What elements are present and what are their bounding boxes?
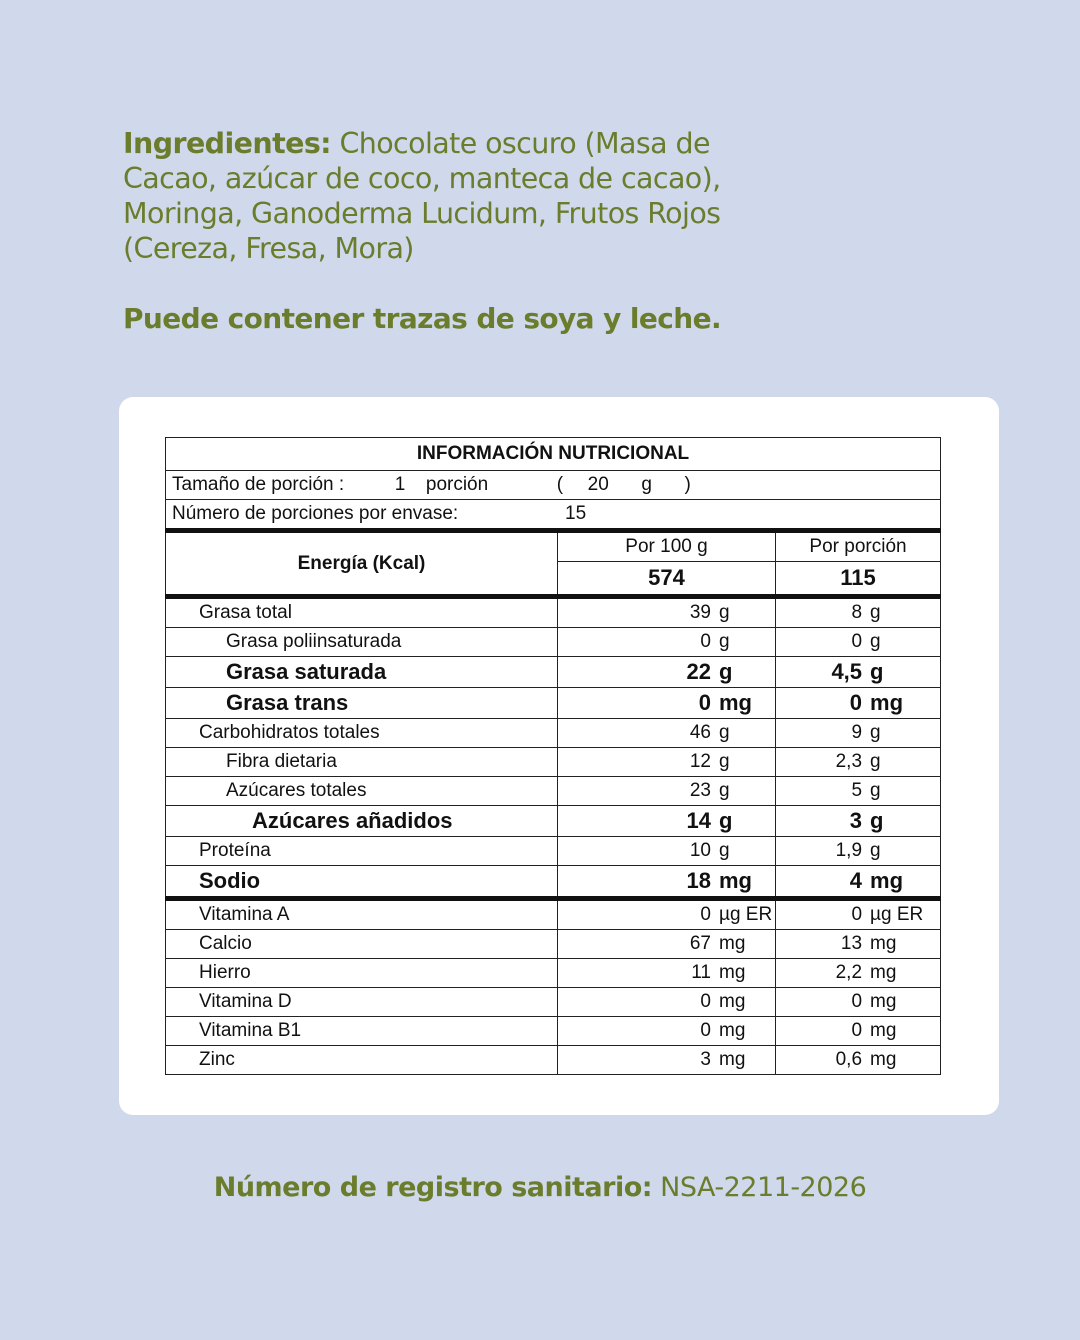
nutrient-label: Calcio (166, 930, 558, 959)
value-per-serving: 8 (851, 602, 863, 623)
serving-size-open-paren: ( (556, 474, 564, 495)
unit-per-serving: µg ER (870, 904, 924, 925)
allergen-traces-note: Puede contener trazas de soya y leche. (123, 302, 722, 335)
table-row (166, 988, 941, 1017)
unit-per-serving: g (870, 780, 881, 801)
table-row (166, 657, 941, 688)
value-per-serving: 0 (851, 1020, 863, 1041)
unit-per-serving: mg (870, 962, 897, 983)
table-row (166, 1046, 941, 1075)
energy-per-100g: 574 (558, 562, 776, 597)
unit-per-100g: mg (719, 1049, 746, 1070)
unit-per-serving: g (870, 602, 881, 623)
serving-size-unit: porción (425, 474, 489, 495)
value-per-serving: 0 (851, 631, 863, 652)
nutrient-label: Grasa poliinsaturada (166, 628, 558, 657)
value-per-serving: 2,3 (835, 751, 863, 772)
nutrient-label: Azúcares totales (166, 777, 558, 806)
serving-size-qty: 1 (394, 474, 406, 495)
nutrient-label: Vitamina A (166, 899, 558, 930)
nutrient-label: Azúcares añadidos (166, 806, 558, 837)
value-per-100g: 10 (689, 840, 711, 861)
table-row (166, 930, 941, 959)
nutrient-label: Sodio (166, 866, 558, 899)
table-row (166, 1017, 941, 1046)
nutrition-title: INFORMACIÓN NUTRICIONAL (166, 438, 941, 471)
ingredients-text (123, 126, 803, 266)
unit-per-serving: mg (870, 991, 897, 1012)
value-per-serving: 0,6 (835, 1049, 863, 1070)
table-row (166, 719, 941, 748)
table-row (166, 959, 941, 988)
table-row (166, 628, 941, 657)
unit-per-serving: g (870, 722, 881, 743)
value-per-serving: 2,2 (835, 962, 863, 983)
value-per-serving: 0 (851, 991, 863, 1012)
nutrient-label: Grasa saturada (166, 657, 558, 688)
value-per-serving: 0 (851, 904, 863, 925)
ingredients-label: Ingredientes: (123, 127, 331, 160)
nutrient-label: Hierro (166, 959, 558, 988)
serving-size-grams: 20 (587, 474, 609, 495)
unit-per-serving: mg (870, 690, 904, 715)
serving-size-row (166, 471, 941, 500)
unit-per-100g: g (719, 602, 730, 623)
unit-per-serving: g (870, 808, 884, 833)
unit-per-100g: g (719, 840, 730, 861)
unit-per-100g: mg (719, 962, 746, 983)
sanitary-registry (0, 1172, 1080, 1203)
value-per-100g: 12 (689, 751, 711, 772)
unit-per-serving: g (870, 631, 881, 652)
table-row (166, 748, 941, 777)
table-row (166, 777, 941, 806)
unit-per-100g: mg (719, 991, 746, 1012)
value-per-100g: 3 (700, 1049, 711, 1070)
value-per-serving: 5 (851, 780, 863, 801)
nutrient-label: Vitamina D (166, 988, 558, 1017)
per-100g-header: Por 100 g (558, 531, 776, 562)
table-row (166, 899, 941, 930)
nutrient-label: Proteína (166, 837, 558, 866)
registry-label: Número de registro sanitario: (213, 1172, 653, 1203)
energy-label: Energía (Kcal) (166, 531, 558, 597)
unit-per-serving: mg (870, 868, 904, 893)
unit-per-serving: mg (870, 933, 897, 954)
serving-size-g: g (641, 474, 652, 495)
servings-per-container-row (166, 500, 941, 531)
value-per-serving: 4,5 (831, 659, 863, 684)
unit-per-serving: mg (870, 1049, 897, 1070)
value-per-100g: 0 (700, 631, 711, 652)
value-per-100g: 0 (698, 690, 711, 715)
table-row (166, 837, 941, 866)
nutrient-label: Vitamina B1 (166, 1017, 558, 1046)
value-per-100g: 0 (700, 991, 711, 1012)
per-serving-header: Por porción (776, 531, 941, 562)
serving-size-close-paren: ) (684, 474, 691, 495)
unit-per-100g: g (719, 751, 730, 772)
nutrient-label: Fibra dietaria (166, 748, 558, 777)
value-per-100g: 46 (689, 722, 711, 743)
unit-per-100g: g (719, 722, 730, 743)
unit-per-100g: mg (719, 868, 752, 893)
servings-per-container-label: Número de porciones por envase: (172, 503, 459, 524)
unit-per-serving: g (870, 840, 881, 861)
value-per-100g: 18 (686, 868, 711, 893)
unit-per-100g: mg (719, 690, 752, 715)
unit-per-serving: g (870, 751, 881, 772)
value-per-serving: 0 (849, 690, 863, 715)
energy-per-serving: 115 (776, 562, 941, 597)
value-per-100g: 0 (700, 904, 711, 925)
value-per-100g: 0 (700, 1020, 711, 1041)
nutrient-label: Zinc (166, 1046, 558, 1075)
table-row (166, 688, 941, 719)
nutrition-facts-table (165, 437, 941, 1075)
value-per-serving: 4 (849, 868, 863, 893)
unit-per-100g: mg (719, 933, 746, 954)
value-per-100g: 23 (689, 780, 711, 801)
value-per-100g: 22 (686, 659, 711, 684)
ingredients-list: Chocolate oscuro (Masa de Cacao, azúcar de coco, manteca de cacao), Moringa, Ganoderma Lucidum, Frutos Rojos (Cereza, Fresa, Mora) (123, 127, 721, 265)
value-per-serving: 13 (840, 933, 863, 954)
servings-per-container-value: 15 (565, 503, 587, 524)
registry-number: NSA-2211-2026 (652, 1172, 867, 1203)
unit-per-100g: g (719, 659, 733, 684)
table-row (166, 806, 941, 837)
unit-per-100g: g (719, 780, 730, 801)
unit-per-100g: g (719, 631, 730, 652)
value-per-100g: 39 (689, 602, 711, 623)
nutrient-label: Carbohidratos totales (166, 719, 558, 748)
unit-per-100g: µg ER (719, 904, 773, 925)
value-per-serving: 3 (849, 808, 863, 833)
unit-per-100g: mg (719, 1020, 746, 1041)
value-per-100g: 11 (691, 962, 711, 983)
value-per-serving: 9 (851, 722, 863, 743)
value-per-100g: 14 (686, 808, 711, 833)
value-per-100g: 67 (689, 933, 711, 954)
nutrient-label: Grasa total (166, 597, 558, 628)
serving-size-label: Tamaño de porción : (172, 474, 345, 495)
value-per-serving: 1,9 (835, 840, 863, 861)
unit-per-100g: g (719, 808, 733, 833)
unit-per-serving: mg (870, 1020, 897, 1041)
table-row (166, 866, 941, 899)
table-row (166, 597, 941, 628)
unit-per-serving: g (870, 659, 884, 684)
nutrient-label: Grasa trans (166, 688, 558, 719)
